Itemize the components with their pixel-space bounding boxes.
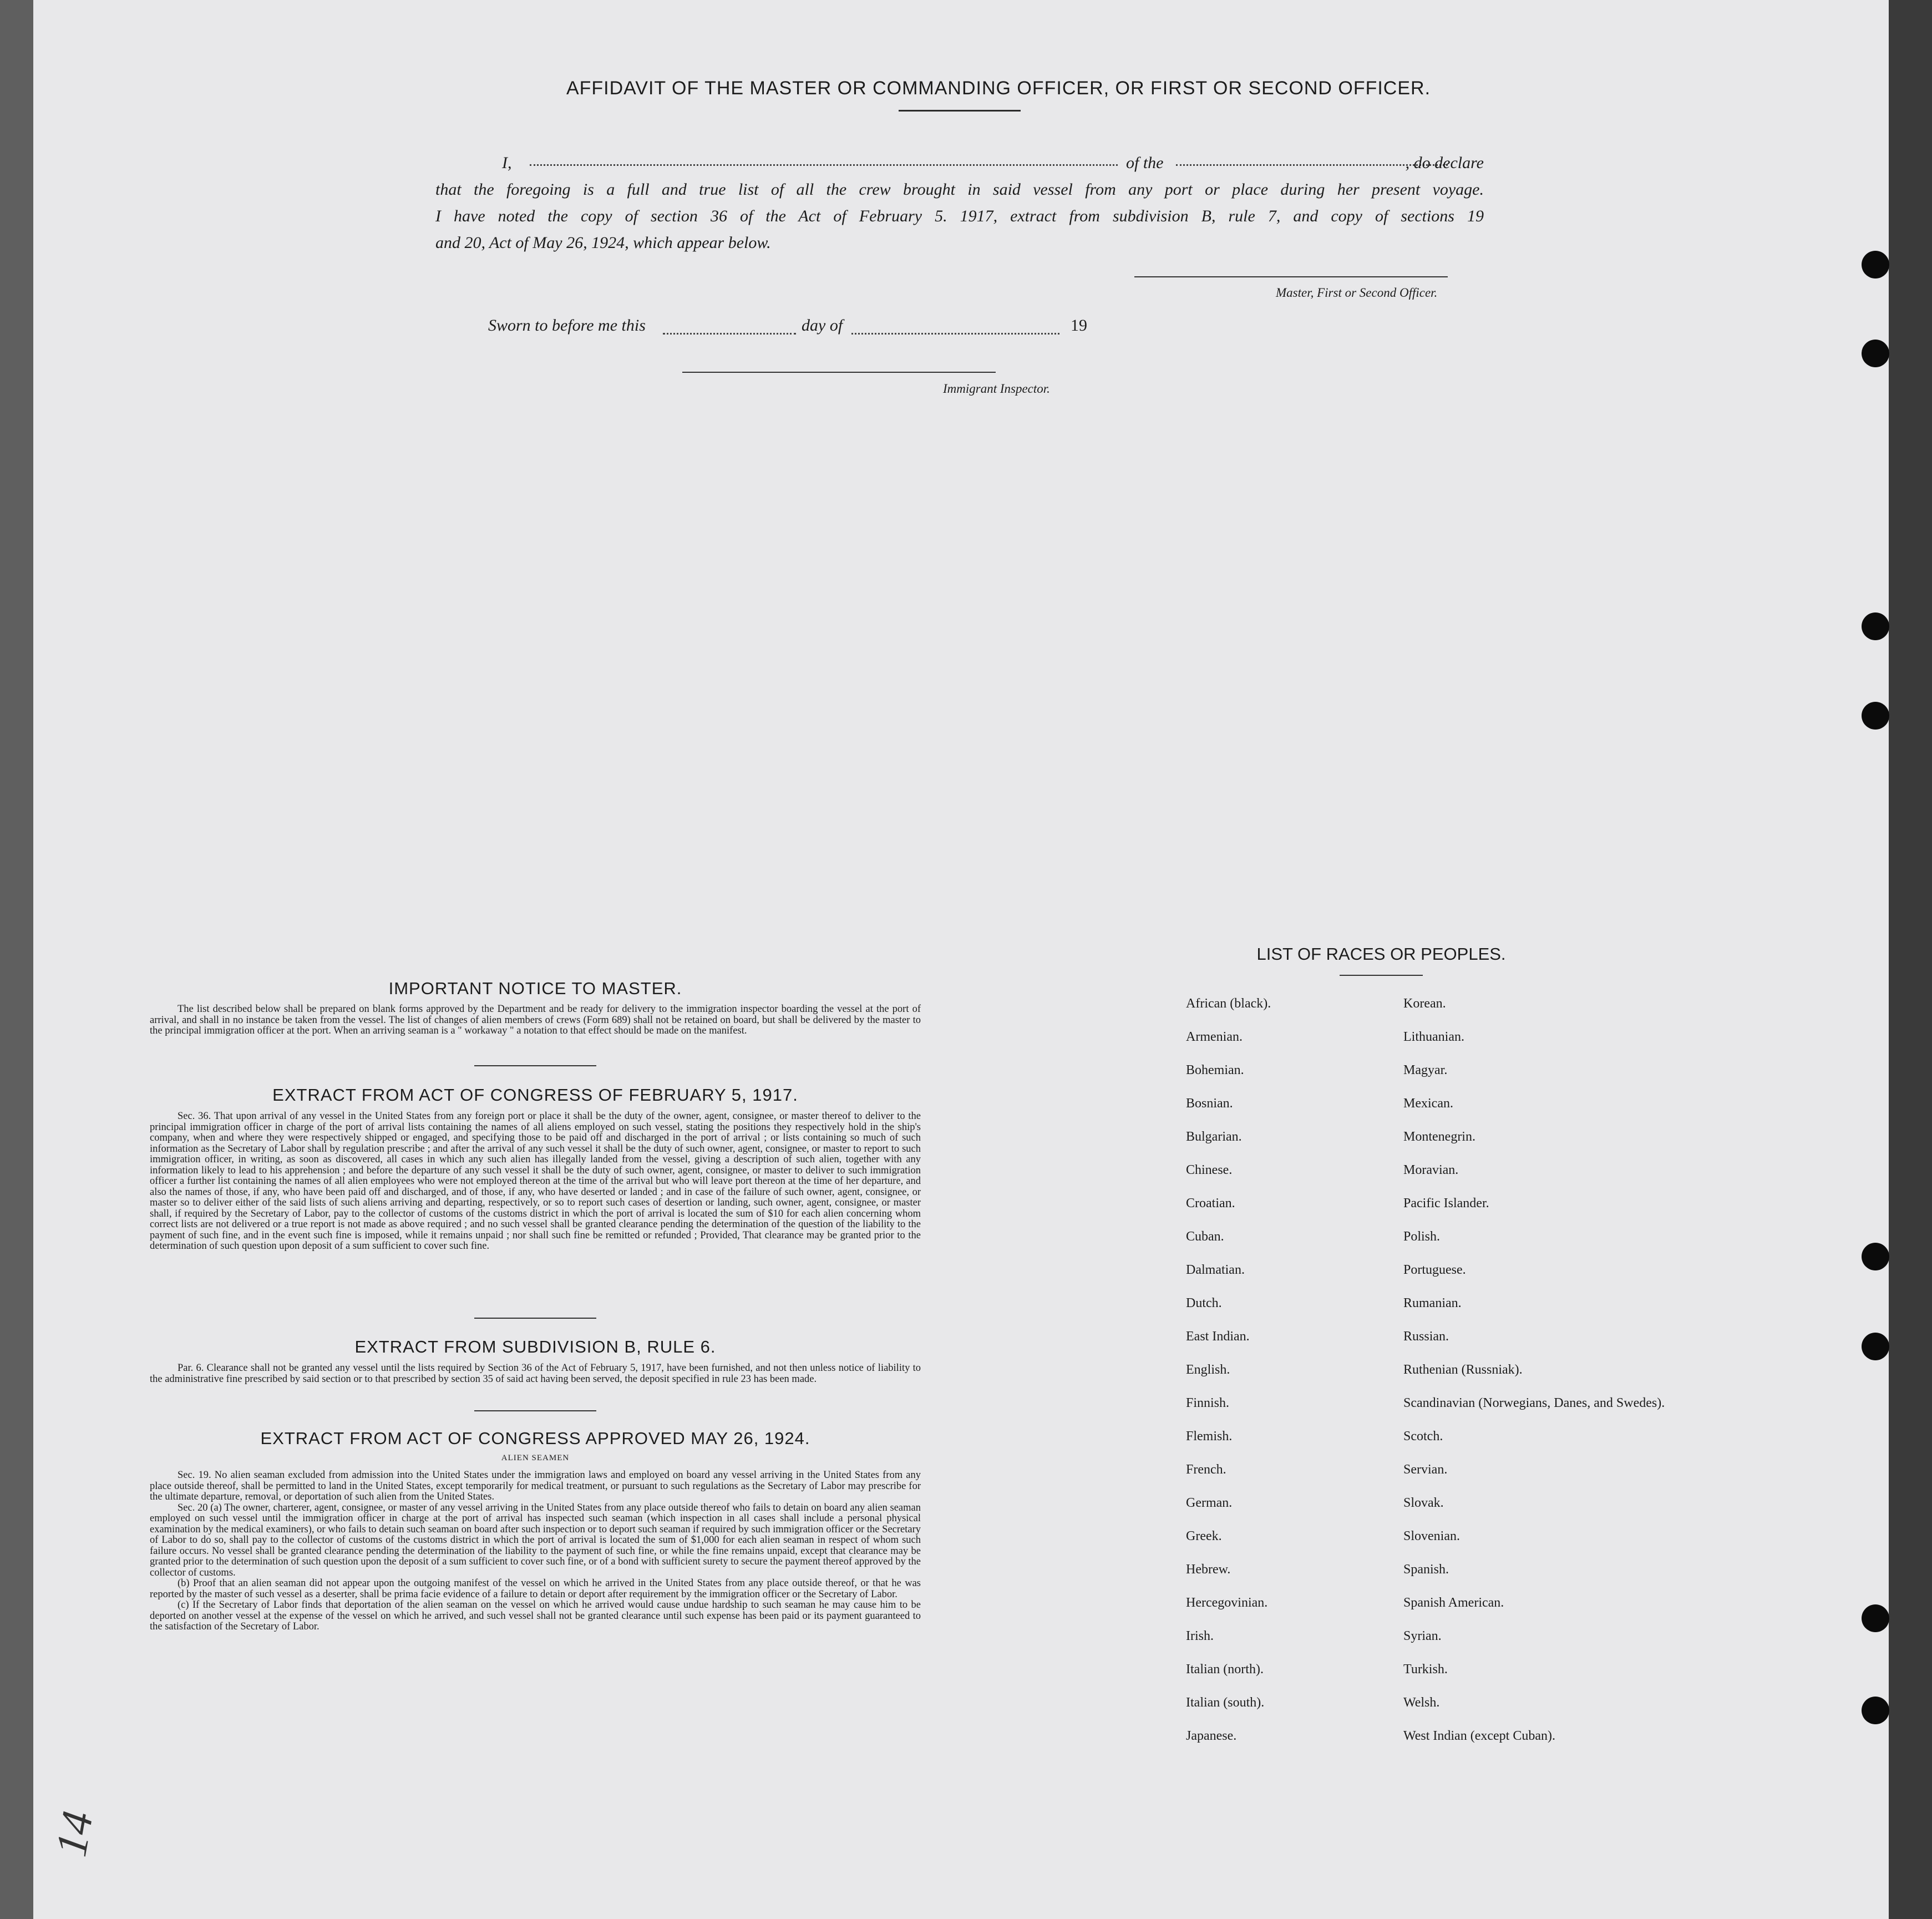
races-title: LIST OF RACES OR PEOPLES. [1256,944,1506,964]
punch-hole [1862,1243,1889,1270]
race-item: English. [1186,1363,1230,1377]
sworn-line [488,316,1098,344]
race-item: Italian (south). [1186,1695,1265,1710]
inspector-signature-caption: Immigrant Inspector. [943,382,1050,396]
extract-rule6-title: EXTRACT FROM SUBDIVISION B, RULE 6. [354,1337,716,1356]
paragraph-6-text: Par. 6. Clearance shall not be granted any vessel until the lists required by Section 36 of the Act of February 5, 1917, have been furnished, and not then unless notice of liability to the administrative fine prescribed by said section or to that prescribed by section 35 of said act having been served, the deposit specified in rule 23 has been made. [150,1363,921,1385]
extract-1924-title: EXTRACT FROM ACT OF CONGRESS APPROVED MAY 26, 1924. [260,1429,810,1448]
race-item: Bosnian. [1186,1096,1233,1111]
punch-hole [1862,1697,1889,1724]
punch-hole [1862,702,1889,730]
section-divider [474,1065,596,1066]
race-item: Japanese. [1186,1729,1237,1743]
race-item: Slovenian. [1403,1529,1460,1543]
race-item: Chinese. [1186,1163,1233,1177]
race-item: Scandinavian (Norwegians, Danes, and Swedes). [1403,1396,1665,1410]
race-item: Italian (north). [1186,1662,1264,1677]
race-item: Dalmatian. [1186,1263,1245,1277]
races-divider [1340,975,1423,976]
page-edge-shadow [1889,0,1932,1919]
extract-rule6-body [150,1363,921,1385]
races-right-column [1403,996,1681,1762]
affidavit-title: AFFIDAVIT OF THE MASTER OR COMMANDING OFFICER, OR FIRST OR SECOND OFFICER. [566,78,1431,99]
section-20a-text: Sec. 20 (a) The owner, charterer, agent, consignee, or master of any vessel arriving in the United States from any place outside thereof who fails to detain on board any alien seaman employed on such vessel until the immigration officer in charge at the port of arrival has inspected such seaman (which inspection in all cases shall include a personal physical examination by the medical examiners), or who fails to detain such seaman on board after such inspection or to deport such seaman if required by such immigration officer or the Secretary of Labor to do so, shall pay to the collector of customs of the customs district in which the port of arrival is located the sum of $1,000 for each alien seaman in respect of whom such failure occurs. No vessel shall be granted clearance pending the determination of the liability to the payment of such fine, or while the fine remains unpaid, except that clearance may be granted prior to the determination of such question upon the deposit of a sum sufficient to cover such fine, or of a bond with sufficient surety to secure the payment thereof approved by the collector of customs. [150,1502,921,1578]
race-item: Mexican. [1403,1096,1453,1111]
notice-paragraph: The list described below shall be prepared on blank forms approved by the Department and be ready for delivery to the immigration inspector boarding the vessel at the port of arrival, and shall in no instance be taken from the vessel. The list of changes of alien members of crews (Form 689) shall not be retained on board, but shall be delivered by the master to the principal immigration officer at the port. When an arriving seaman is a " workaway " a notation to that effect should be made on the manifest. [150,1004,921,1036]
sworn-prefix: Sworn to before me this [488,316,646,335]
race-item: Pacific Islander. [1403,1196,1489,1211]
race-item: Servian. [1403,1462,1448,1477]
race-item: German. [1186,1496,1233,1510]
race-item: Cuban. [1186,1229,1224,1244]
race-item: Irish. [1186,1629,1214,1643]
punch-hole [1862,340,1889,367]
declaration-of-the: of the [1126,154,1164,172]
race-item: Turkish. [1403,1662,1448,1677]
punch-hole [1862,1333,1889,1360]
race-item: Lithuanian. [1403,1030,1464,1044]
section-divider [474,1318,596,1319]
race-item: Flemish. [1186,1429,1233,1444]
race-item: Welsh. [1403,1695,1440,1710]
officer-name-blank [530,164,1118,166]
race-item: Rumanian. [1403,1296,1462,1310]
race-item: Finnish. [1186,1396,1230,1410]
declaration-line-3: I have noted the copy of section 36 of the Act of February 5. 1917, extract from subdivision B, rule 7, and copy of sections 19 [435,207,1484,225]
master-signature-line [1134,276,1448,277]
race-item: Moravian. [1403,1163,1459,1177]
declaration-line-4: and 20, Act of May 26, 1924, which appear below. [435,234,771,252]
race-item: Russian. [1403,1329,1449,1344]
race-item: Hebrew. [1186,1562,1231,1577]
sworn-day-of: day of [802,316,843,335]
title-divider [899,110,1021,112]
race-item: Syrian. [1403,1629,1442,1643]
race-item: Greek. [1186,1529,1222,1543]
sworn-month-blank [851,333,1059,335]
inspector-signature-line [682,372,996,373]
race-item: East Indian. [1186,1329,1250,1344]
race-item: Dutch. [1186,1296,1222,1310]
alien-seamen-subtitle: ALIEN SEAMEN [501,1454,570,1462]
declaration-line-1 [435,150,1484,176]
race-item: Scotch. [1403,1429,1443,1444]
extract-1924-body [150,1470,921,1633]
section-divider [474,1410,596,1411]
notice-title: IMPORTANT NOTICE TO MASTER. [388,979,682,998]
declaration-pronoun: I, [502,154,512,172]
race-item: Bulgarian. [1186,1130,1242,1144]
race-item: West Indian (except Cuban). [1403,1729,1555,1743]
race-item: Hercegovinian. [1186,1596,1268,1610]
declaration-line-2: that the foregoing is a full and true list of all the crew brought in said vessel from any port or place during her present voyage. [435,180,1484,199]
declaration-do-declare: , do declare [1405,154,1484,172]
section-36-text: Sec. 36. That upon arrival of any vessel in the United States from any foreign port or place it shall be the duty of the owner, agent, consignee, or master thereof to deliver to the principal immigration officer in charge of the port of arrival lists containing the names of all aliens employed on such vessel, stating the positions they respectively hold in the ship's company, when and where they were respectively shipped or engaged, and specifying those to be paid off and discharged in the port of arrival ; or lists containing so much of such information as the Secretary of Labor shall by regulation prescribe ; and after the arrival of any such vessel it shall be the duty of such owner, agent, consignee, or master to report to such immigration officer, in writing, as soon as discovered, all cases in which any such alien has illegally landed from the vessel, giving a description of such alien, together with any information likely to lead to his apprehension ; and before the departure of any such vessel it shall be the duty of such owner, agent, consignee, or master to deliver to such immigration officer a further list containing the names of all alien employees who were not employed thereon at the time of the arrival but who will leave port thereon at the time of her departure, and also the names of those, if any, who have been paid off and discharged, and of those, if any, who have deserted or landed ; and in case of the failure of such owner, agent, consignee, or master so to deliver either of the said lists of such aliens arriving and departing, respectively, or so to report such cases of desertion or landing, such owner, agent, consignee, or master shall, if required by the Secretary of Labor, pay to the collector of customs of the customs district in which the port of arrival is located the sum of $10 for each alien concerning whom correct lists are not delivered or a true report is not made as above required ; and no such vessel shall be granted clearance pending the determination of the question of the liability to the payment of such fine, and in the event such fine is imposed, while it remains unpaid ; nor shall such fine be remitted or refunded ; Provided, That clearance may be granted prior to the determination of such question upon deposit of a sum sufficient to cover such fine. [150,1111,921,1252]
race-item: Armenian. [1186,1030,1243,1044]
notice-body [150,1004,921,1037]
extract-1917-title: EXTRACT FROM ACT OF CONGRESS OF FEBRUARY 5, 1917. [272,1085,798,1105]
sworn-day-blank [663,333,796,335]
race-item: Portuguese. [1403,1263,1466,1277]
race-item: Korean. [1403,996,1446,1011]
race-item: Slovak. [1403,1496,1444,1510]
extract-1917-body [150,1111,921,1252]
race-item: French. [1186,1462,1226,1477]
master-signature-caption: Master, First or Second Officer. [1276,286,1438,300]
section-19-text: Sec. 19. No alien seaman excluded from admission into the United States under the immigration laws and employed on board any vessel arriving in the United States from any place outside thereof, shall be permitted to land in the United States, except temporarily for medical treatment, or pursuant to such regulations as the Secretary of Labor may prescribe for the ultimate departure, removal, or deportation of such alien from the United States. [150,1470,921,1502]
punch-hole [1862,1604,1889,1632]
sworn-year: 19 [1071,316,1087,335]
race-item: Bohemian. [1186,1063,1244,1077]
race-item: Magyar. [1403,1063,1448,1077]
race-item: Ruthenian (Russniak). [1403,1363,1523,1377]
race-item: Croatian. [1186,1196,1235,1211]
section-20c-text: (c) If the Secretary of Labor finds that deportation of the alien seaman on the vessel on which he arrived would cause undue hardship to such seaman he may cause him to be deported on another vessel at the expense of the vessel on which he arrived, and such vessel shall not be granted clearance until such expense has been paid or its payment guaranteed to the satisfaction of the Secretary of Labor. [150,1599,921,1632]
race-item: Polish. [1403,1229,1441,1244]
handwritten-margin-note: 14 [47,1807,103,1860]
race-item: Spanish American. [1403,1596,1504,1610]
race-item: African (black). [1186,996,1271,1011]
race-item: Montenegrin. [1403,1130,1475,1144]
punch-hole [1862,251,1889,279]
punch-hole [1862,612,1889,640]
race-item: Spanish. [1403,1562,1449,1577]
section-20b-text: (b) Proof that an alien seaman did not appear upon the outgoing manifest of the vessel on which he arrived in the United States from any place outside thereof, or that he was reported by the master of such vessel as a deserter, shall be prima facie evidence of a failure to detain or deport after requirement by the immigration officer or the Secretary of Labor. [150,1578,921,1600]
